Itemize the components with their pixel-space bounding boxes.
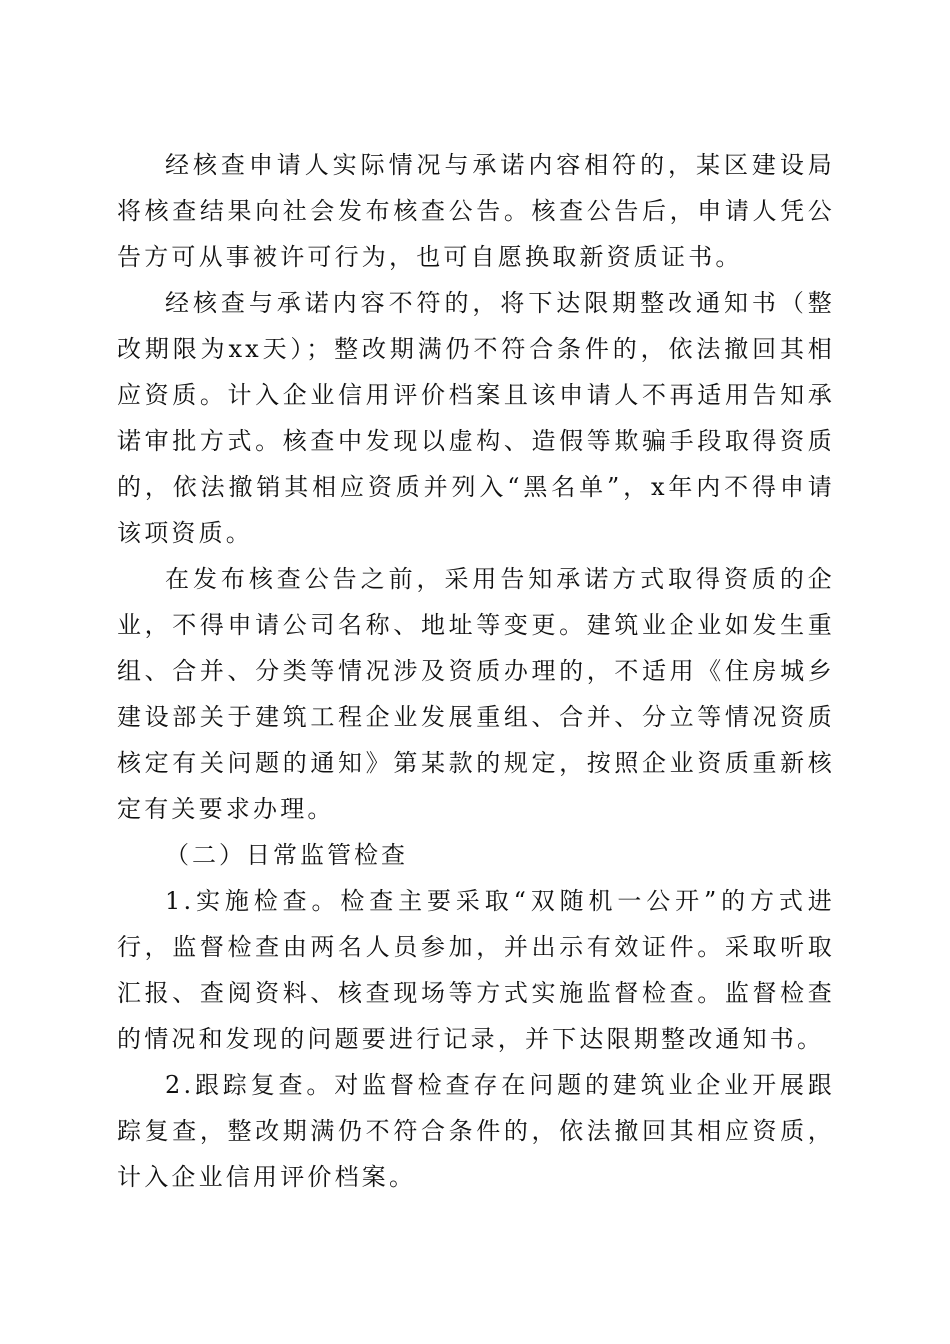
paragraph-pre-announcement: 在发布核查公告之前，采用告知承诺方式取得资质的企业，不得申请公司名称、地址等变更。建筑业企业如发生重组、合并、分类等情况涉及资质办理的，不适用《住房城乡建设部关于建筑工程企业发展重组、合并、分立等情况资质核定有关问题的通知》第某款的规定，按照企业资质重新核定有关要求办理。 [117, 565, 835, 823]
section-heading-daily-supervision: （二）日常监管检查 [165, 841, 408, 869]
document-body [117, 142, 835, 1200]
paragraph-verification-mismatch: 经核查与承诺内容不符的，将下达限期整改通知书（整改期限为xx天）；整改期满仍不符合条件的，依法撤回其相应资质。计入企业信用评价档案且该申请人不再适用告知承诺审批方式。核查中发现以虚构、造假等欺骗手段取得资质的，依法撤销其相应资质并列入“黑名单”，x年内不得申请该项资质。 [117, 289, 835, 547]
paragraph-verification-match: 经核查申请人实际情况与承诺内容相符的，某区建设局将核查结果向社会发布核查公告。核查公告后，申请人凭公告方可从事被许可行为，也可自愿换取新资质证书。 [117, 151, 835, 271]
item-implement-inspection: 1.实施检查。检查主要采取“双随机一公开”的方式进行，监督检查由两名人员参加，并出示有效证件。采取听取汇报、查阅资料、核查现场等方式实施监督检查。监督检查的情况和发现的问题要进行记录，并下达限期整改通知书。 [117, 887, 835, 1053]
item-follow-up-review: 2.跟踪复查。对监督检查存在问题的建筑业企业开展跟踪复查，整改期满仍不符合条件的，依法撤回其相应资质，计入企业信用评价档案。 [117, 1071, 835, 1191]
